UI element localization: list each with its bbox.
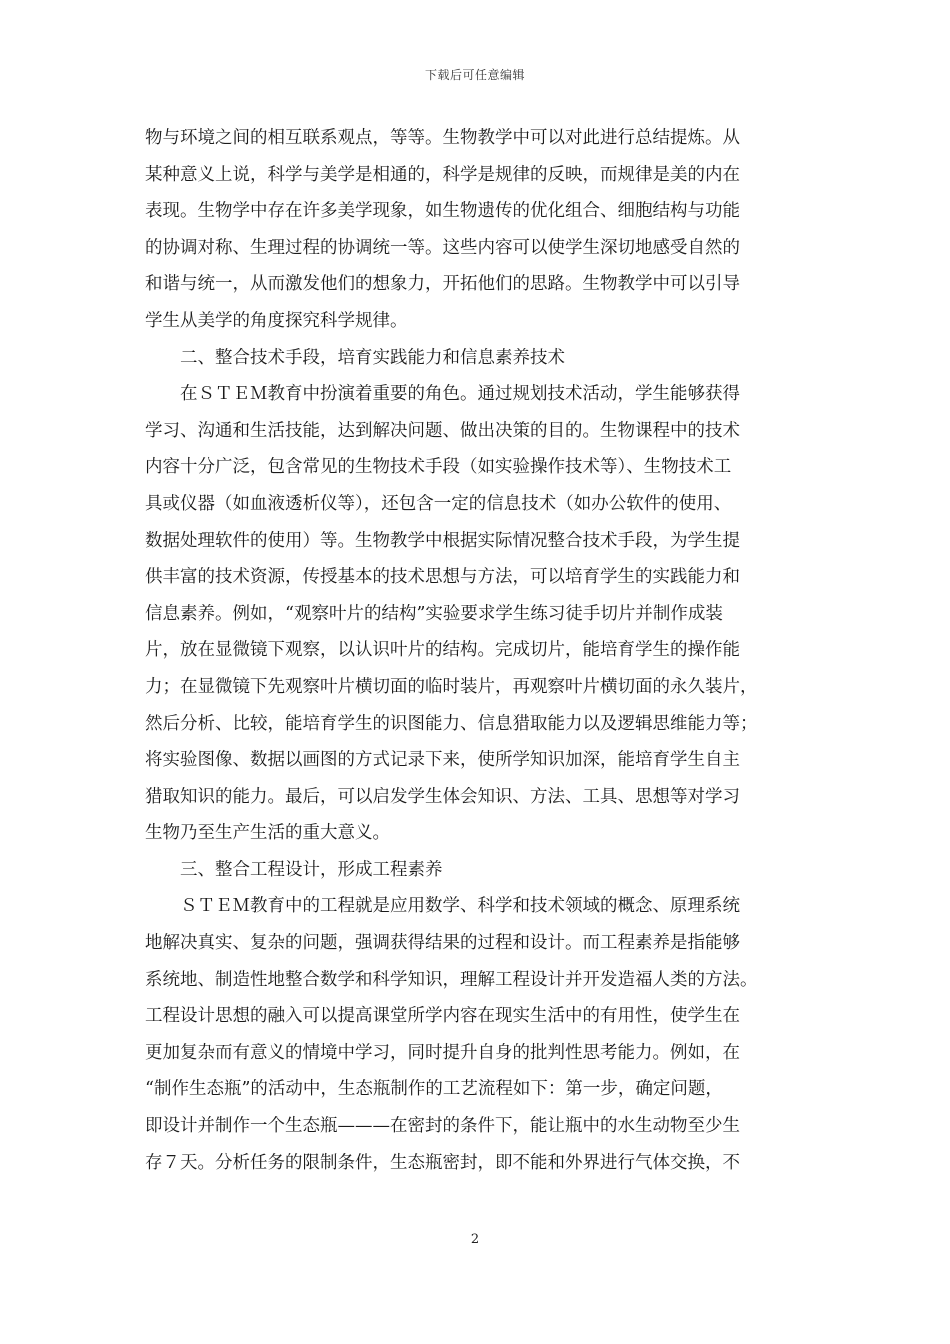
section-heading: 三、整合工程设计，形成工程素养 (180, 859, 443, 880)
text-line: 将实验图像、数据以画图的方式记录下来，使所学知识加深，能培育学生自主 (145, 750, 740, 771)
page-number: 2 (470, 1232, 480, 1247)
text-line: ＳＴＥＭ教育中的工程就是应用数学、科学和技术领域的概念、原理系统 (180, 896, 740, 917)
document-body (145, 120, 810, 1181)
text-line: 地解决真实、复杂的问题，强调获得结果的过程和设计。而工程素养是指能够 (145, 933, 740, 954)
text-line: 供丰富的技术资源，传授基本的技术思想与方法，可以培育学生的实践能力和 (145, 567, 740, 588)
text-line: 猎取知识的能力。最后，可以启发学生体会知识、方法、工具、思想等对学习 (145, 786, 740, 807)
section-heading: 二、整合技术手段，培育实践能力和信息素养技术 (180, 347, 565, 368)
text-line: 学习、沟通和生活技能，达到解决问题、做出决策的目的。生物课程中的技术 (145, 420, 740, 441)
text-line: 数据处理软件的使用）等。生物教学中根据实际情况整合技术手段，为学生提 (145, 530, 740, 551)
text-line: 存７天。分析任务的限制条件，生态瓶密封，即不能和外界进行气体交换，不 (145, 1152, 740, 1173)
text-line: 学生从美学的角度探究科学规律。 (145, 310, 408, 331)
text-line: 更加复杂而有意义的情境中学习，同时提升自身的批判性思考能力。例如，在 (145, 1042, 740, 1063)
text-line: 物与环境之间的相互联系观点，等等。生物教学中可以对此进行总结提炼。从 (145, 128, 740, 148)
text-line: 某种意义上说，科学与美学是相通的，科学是规律的反映，而规律是美的内在 (145, 164, 740, 185)
text-line: 系统地、制造性地整合数学和科学知识，理解工程设计并开发造福人类的方法。 (145, 969, 758, 990)
text-line: 即设计并制作一个生态瓶———在密封的条件下，能让瓶中的水生动物至少生 (145, 1116, 740, 1137)
page-header: 下载后可任意编辑 (424, 68, 525, 82)
text-line: 表现。生物学中存在许多美学现象，如生物遗传的优化组合、细胞结构与功能 (145, 201, 740, 222)
text-line: 的协调对称、生理过程的协调统一等。这些内容可以使学生深切地感受自然的 (145, 237, 740, 258)
text-line: 在ＳＴＥＭ教育中扮演着重要的角色。通过规划技术活动，学生能够获得 (180, 384, 740, 405)
text-line: “制作生态瓶”的活动中，生态瓶制作的工艺流程如下：第一步，确定问题， (145, 1079, 723, 1100)
text-line: 工程设计思想的融入可以提高课堂所学内容在现实生活中的有用性，使学生在 (145, 1006, 740, 1027)
text-line: 力；在显微镜下先观察叶片横切面的临时装片，再观察叶片横切面的永久装片， (145, 676, 758, 697)
text-line: 具或仪器（如血液透析仪等），还包含一定的信息技术（如办公软件的使用、 (145, 493, 732, 514)
text-line: 片，放在显微镜下观察，以认识叶片的结构。完成切片，能培育学生的操作能 (145, 640, 740, 661)
text-line: 生物乃至生产生活的重大意义。 (145, 823, 390, 844)
text-line: 和谐与统一，从而激发他们的想象力，开拓他们的思路。生物教学中可以引导 (145, 274, 740, 295)
text-line: 内容十分广泛，包含常见的生物技术手段（如实验操作技术等）、生物技术工 (145, 457, 732, 478)
text-line: 然后分析、比较，能培育学生的识图能力、信息猎取能力以及逻辑思维能力等； (145, 713, 758, 734)
text-line: 信息素养。例如，“观察叶片的结构”实验要求学生练习徒手切片并制作成装 (145, 603, 723, 624)
